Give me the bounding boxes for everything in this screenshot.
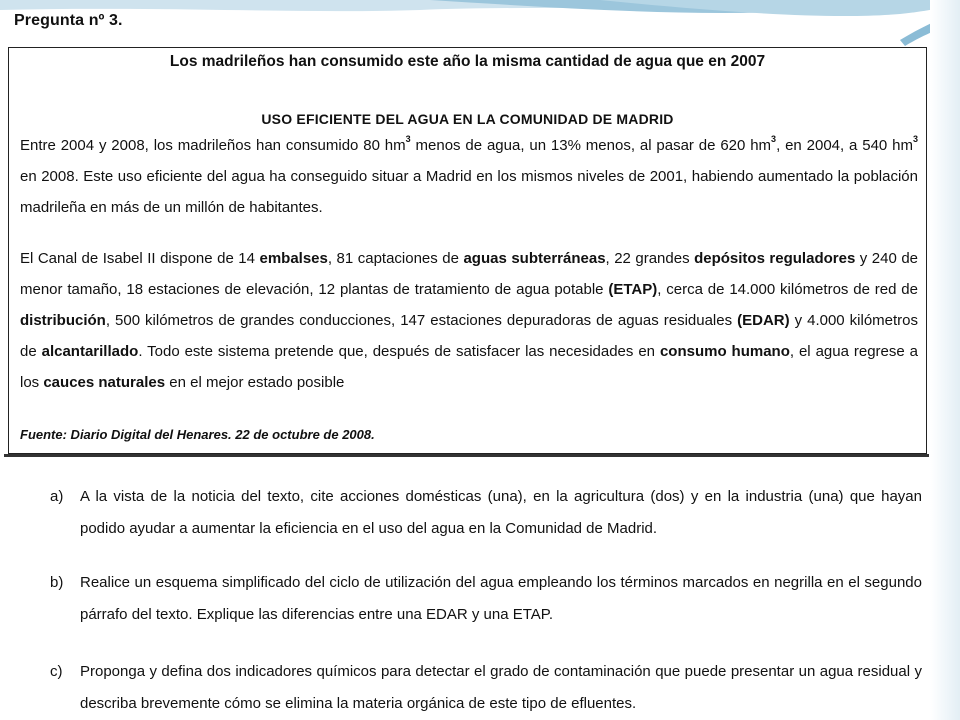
article-source: Fuente: Diario Digital del Henares. 22 de octubre de 2008. (20, 427, 375, 442)
article-paragraph-1: Entre 2004 y 2008, los madrileños han consumido 80 $hm^3$ menos de agua, un 13% menos, al pasar de 620 $hm^3$, en 2004, a 540 $hm^3$ en 2008. Este uso eficiente del agua ha conseguido situar a Madrid en los mismos niveles de 2001, habiendo aumentado la población madrileña en más de un millón de habitantes. (20, 134, 918, 216)
article-headline: Los madrileños han consumido este año la misma cantidad de agua que en 2007 (169, 53, 766, 70)
article-paragraph-2: El Canal de Isabel II dispone de 14 embalses, 81 captaciones de aguas subterráneas, 22 grandes depósitos reguladores y 240 de menor tamaño, 18 estaciones de elevación, 12 plantas de tratamiento de agua potable (ETAP), cerca de 14.000 kilómetros de red de distribución, 500 kilómetros de grandes conducciones, 147 estaciones depuradoras de aguas residuales (EDAR) y 4.000 kilómetros de alcantarillado. Todo este sistema pretende que, después de satisfacer las necesidades en consumo humano, el agua regrese a los cauces naturales en el mejor estado posible (20, 250, 919, 391)
article-box (8, 47, 927, 454)
question-c (50, 656, 922, 720)
question-b-text: Realice un esquema simplificado del ciclo de utilización del agua empleando los términos marcados en negrilla en el segundo párrafo del texto. Explique las diferencias entre una EDAR y una ETAP. (80, 574, 922, 623)
question-a-text: A la vista de la noticia del texto, cite acciones domésticas (una), en la agricultura (dos) y en la industria (una) que hayan podido ayudar a aumentar la eficiencia en el uso del agua en la Comunidad de Madrid. (80, 488, 922, 537)
question-a-letter: a) (50, 488, 64, 505)
right-decorative-gradient (930, 0, 960, 720)
question-b (50, 567, 922, 631)
question-b-letter: b) (50, 574, 64, 591)
question-c-text: Proponga y defina dos indicadores químicos para detectar el grado de contaminación que puede presentar un agua residual y describa brevemente cómo se elimina la materia orgánica de este tipo de efluentes. (80, 663, 922, 712)
question-heading: Pregunta nº 3. (14, 12, 123, 29)
question-c-letter: c) (50, 663, 63, 680)
box-bottom-rule (4, 454, 929, 457)
article-subheadline: USO EFICIENTE DEL AGUA EN LA COMUNIDAD DE MADRID (261, 111, 674, 127)
question-a (50, 481, 922, 545)
